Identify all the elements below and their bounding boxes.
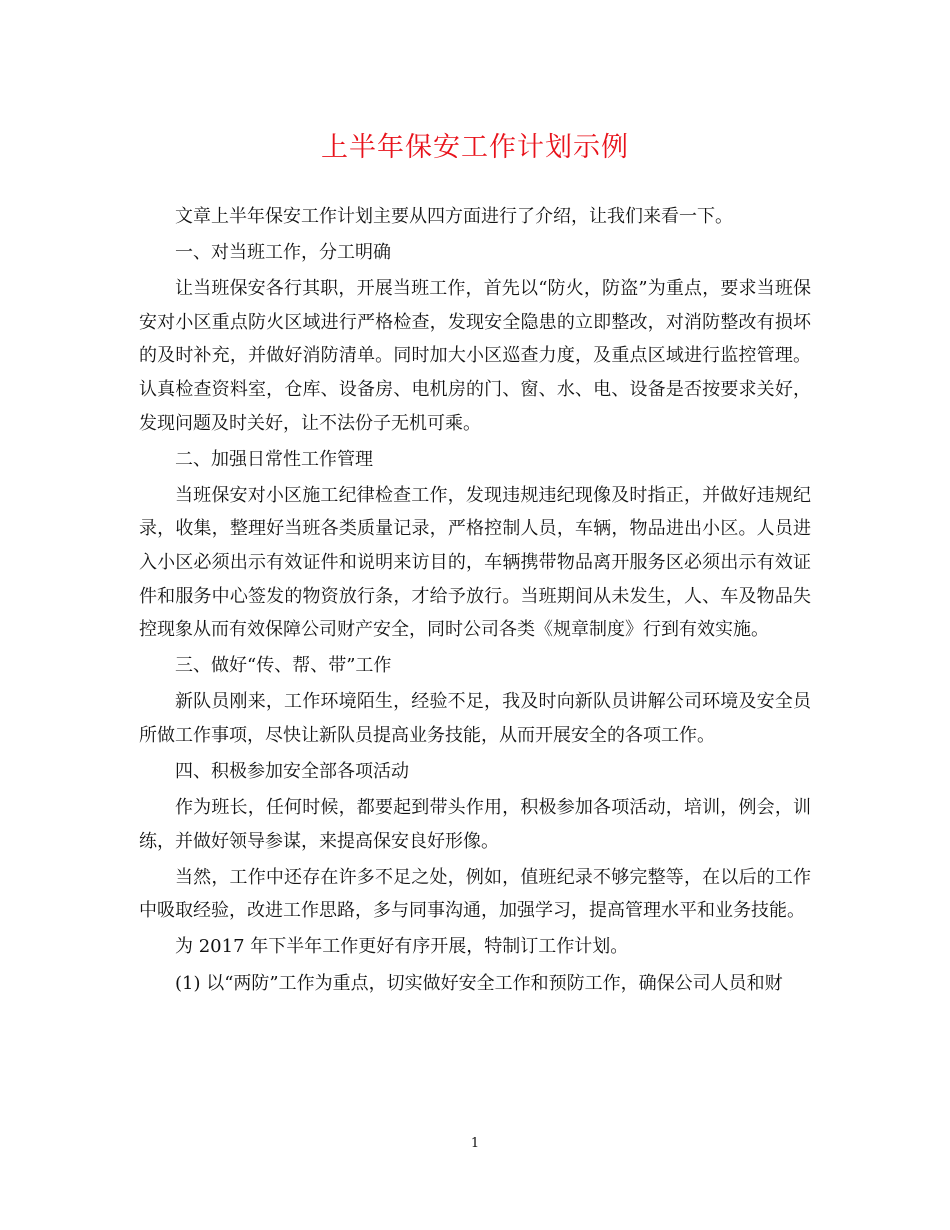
page-number: 1 — [470, 1136, 480, 1151]
paragraph: 新队员刚来，工作环境陌生，经验不足，我及时向新队员讲解公司环境及安全员所做工作事项，尽快让新队员提高业务技能，从而开展安全的各项工作。 — [139, 691, 811, 746]
paragraph: 当然，工作中还存在许多不足之处，例如，值班纪录不够完整等，在以后的工作中吸取经验，改进工作思路，多与同事沟通，加强学习，提高管理水平和业务技能。 — [139, 866, 811, 922]
paragraph: 作为班长，任何时候，都要起到带头作用，积极参加各项活动，培训，例会，训练，并做好领导参谋，来提高保安良好形像。 — [139, 797, 811, 852]
section-heading-2: 二、加强日常性工作管理 — [175, 448, 373, 470]
document-body — [139, 200, 811, 1003]
paragraph: 为 2017 年下半年工作更好有序开展，特制订工作计划。 — [175, 936, 629, 958]
section-heading-4: 四、积极参加安全部各项活动 — [175, 761, 409, 782]
paragraph: 让当班保安各行其职，开展当班工作，首先以“防火，防盗”为重点，要求当班保安对小区重点防火区域进行严格检查，发现安全隐患的立即整改，对消防整改有损坏的及时补充，并做好消防清单。同时加大小区巡查力度，及重点区域进行监控管理。认真检查资料室，仓库、设备房、电机房的门、窗、水、电、设备是否按要求关好，发现问题及时关好，让不法份子无机可乘。 — [139, 278, 811, 434]
paragraph: 当班保安对小区施工纪律检查工作，发现违规违纪现像及时指正，并做好违规纪录，收集，整理好当班各类质量记录，严格控制人员，车辆，物品进出小区。人员进入小区必须出示有效证件和说明来访目的，车辆携带物品离开服务区必须出示有效证件和服务中心签发的物资放行条，才给予放行。当班期间从未发生，人、车及物品失控现象从而有效保障公司财产安全，同时公司各类《规章制度》行到有效实施。 — [139, 484, 811, 641]
section-heading-3: 三、做好“传、帮、带”工作 — [175, 655, 392, 677]
paragraph-intro: 文章上半年保安工作计划主要从四方面进行了介绍，让我们来看一下。 — [175, 206, 733, 227]
paragraph: (1) 以“两防”工作为重点，切实做好安全工作和预防工作，确保公司人员和财 — [175, 972, 783, 994]
section-heading-1: 一、对当班工作，分工明确 — [175, 242, 391, 264]
document-title: 上半年保安工作计划示例 — [321, 132, 629, 163]
